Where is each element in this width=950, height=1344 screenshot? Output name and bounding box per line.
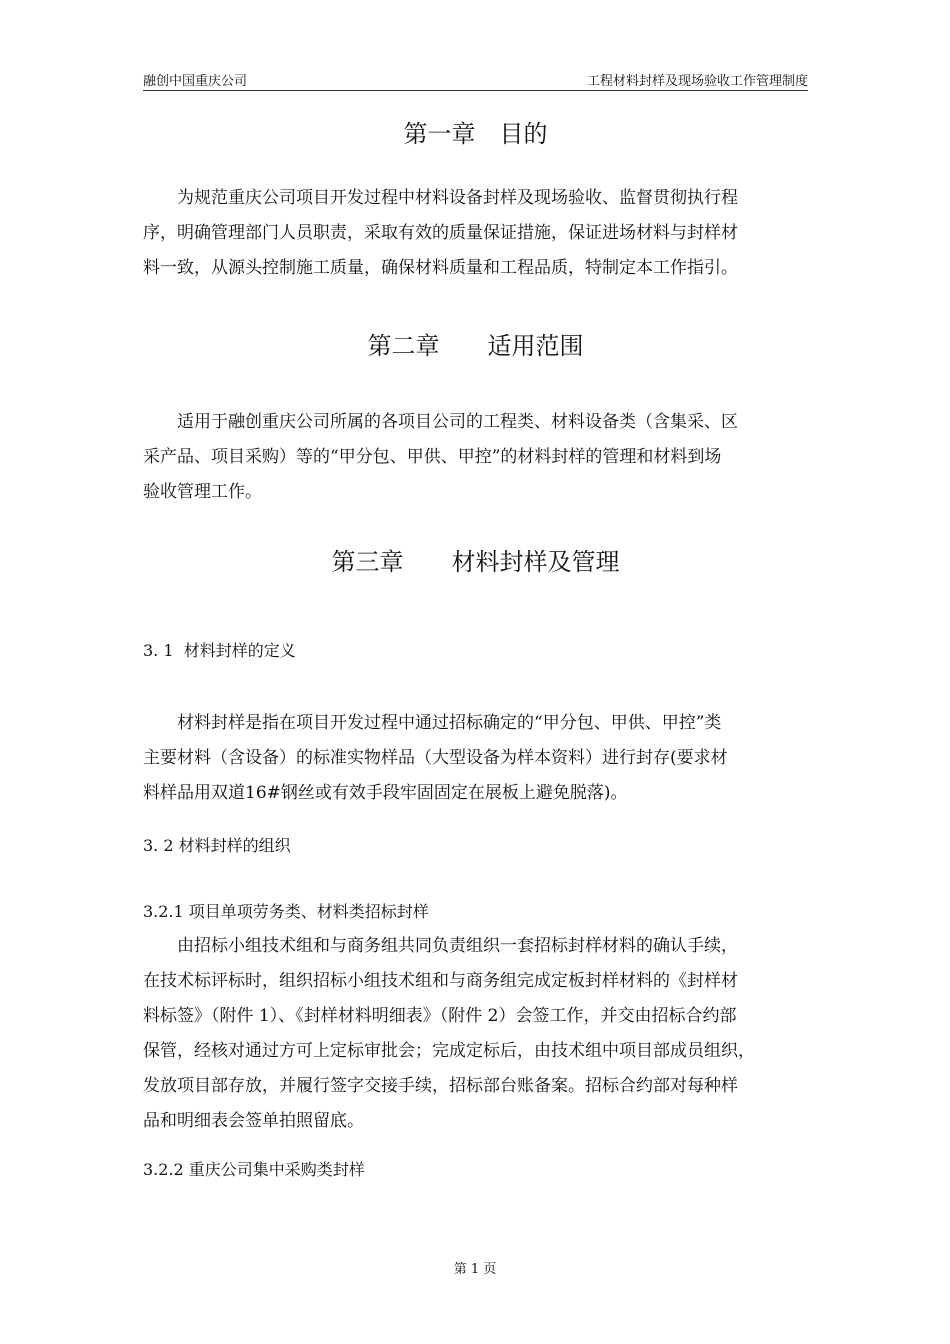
section-3-1-paragraph: [143, 706, 808, 811]
paragraph-line: 料一致，从源头控制施工质量，确保材料质量和工程品质，特制定本工作指引。: [143, 258, 738, 278]
chapter-1-title: 第一章 目的: [403, 120, 548, 148]
section-3-2-heading: 3. 2 材料封样的组织: [143, 836, 291, 855]
page-header: [143, 66, 808, 91]
chapter-1-paragraph: [143, 181, 808, 286]
section-3-1-heading: 3. 1 材料封样的定义: [143, 641, 296, 660]
section-3-2-1-paragraph: [143, 929, 808, 1139]
paragraph-line: 由招标小组技术组和与商务组共同负责组织一套招标封样材料的确认手续，: [143, 936, 738, 956]
section-3-2-1-heading: 3.2.1 项目单项劳务类、材料类招标封样: [143, 902, 429, 921]
paragraph-line: 采产品、项目采购）等的“甲分包、甲供、甲控”的材料封样的管理和材料到场: [143, 447, 722, 467]
chapter-3-title: 第三章 材料封样及管理: [331, 548, 620, 576]
section-3-2-2-heading: 3.2.2 重庆公司集中采购类封样: [143, 1160, 365, 1179]
page-number: 第 1 页: [453, 1262, 497, 1277]
paragraph-line: 在技术标评标时，组织招标小组技术组和与商务组完成定板封样材料的《封样材: [143, 971, 738, 991]
paragraph-line: 为规范重庆公司项目开发过程中材料设备封样及现场验收、监督贯彻执行程: [143, 188, 738, 208]
chapter-2-title: 第二章 适用范围: [367, 332, 584, 360]
paragraph-line: 材料封样是指在项目开发过程中通过招标确定的“甲分包、甲供、甲控”类: [143, 713, 722, 733]
paragraph-line: 序，明确管理部门人员职责，采取有效的质量保证措施，保证进场材料与封样材: [143, 223, 738, 243]
paragraph-line: 料样品用双道16#钢丝或有效手段牢固固定在展板上避免脱落)。: [143, 783, 628, 803]
paragraph-line: 适用于融创重庆公司所属的各项目公司的工程类、材料设备类（含集采、区: [143, 412, 738, 432]
paragraph-line: 保管，经核对通过方可上定标审批会；完成定标后，由技术组中项目部成员组织，: [143, 1041, 755, 1061]
paragraph-line: 料标签》（附件 1）、《封样材料明细表》（附件 2）会签工作，并交由招标合约部: [143, 1006, 737, 1026]
paragraph-line: 主要材料（含设备）的标准实物样品（大型设备为样本资料）进行封存(要求材: [143, 748, 728, 768]
paragraph-line: 品和明细表会签单拍照留底。: [143, 1111, 364, 1131]
chapter-2-paragraph: [143, 405, 808, 510]
paragraph-line: 验收管理工作。: [143, 482, 262, 502]
paragraph-line: 发放项目部存放，并履行签字交接手续，招标部台账备案。招标合约部对每种样: [143, 1076, 738, 1096]
header-company: 融创中国重庆公司: [143, 74, 248, 89]
header-document-title: 工程材料封样及现场验收工作管理制度: [586, 74, 808, 89]
